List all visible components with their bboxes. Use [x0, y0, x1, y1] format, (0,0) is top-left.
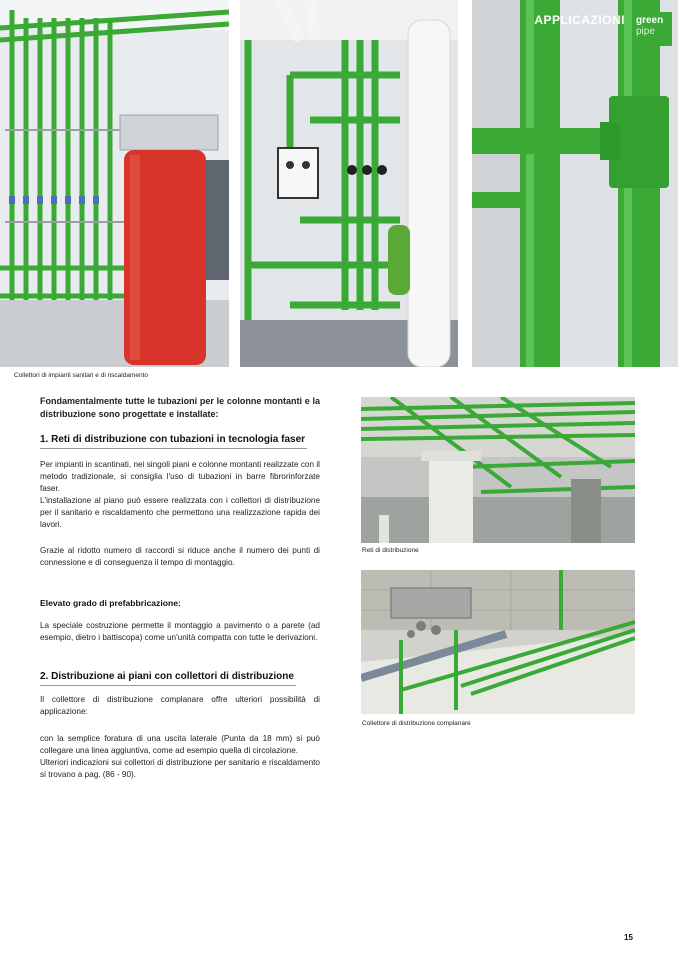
photo-wall-manifold: [240, 0, 458, 367]
photo-coplanar-manifold: [361, 570, 635, 714]
section2-paragraph-3: Ulteriori indicazioni sui collettori di distribuzione per sanitario e riscaldamento si trovano a pag. (86 - 90).: [40, 758, 320, 779]
section1-paragraph-3: Grazie al ridotto numero di raccordi si riduce anche il numero dei punti di connessione e di conseguenza il tempo di montaggio.: [40, 546, 320, 567]
section2-heading: [40, 671, 294, 682]
section1-paragraph-1: Per impianti in scantinati, nei singoli piani e colonne montanti realizzate con il metodo tradizionale, si consiglia l'uso di tubazioni in barre fibrorinforzate faser.: [40, 460, 320, 493]
page-number: 15: [624, 933, 633, 942]
section2-paragraph-1: Il collettore di distribuzione complanare offre ulteriori possibilità di applicazione:: [40, 695, 320, 716]
section1-heading-rule: [40, 448, 307, 449]
prefab-paragraph: La speciale costruzione permette il montaggio a pavimento o a parete (ad esempio, dietro i battiscopa) come un'unità compatta con tutte le derivazioni.: [40, 621, 320, 642]
section1-heading: [40, 434, 305, 445]
brand-logo-line2: pipe: [636, 26, 655, 37]
section-label: APPLICAZIONI: [534, 13, 625, 27]
photo-manifolds-boiler: [0, 0, 229, 367]
caption-distribution-network: Reti di distribuzione: [362, 547, 419, 554]
caption-top-photos: Collettori di impianti sanitari e di riscaldamento: [14, 372, 149, 379]
photo-pipe-tee: [472, 0, 678, 367]
photo-distribution-network: [361, 397, 635, 543]
intro-paragraph: Fondamentalmente tutte le tubazioni per le colonne montanti e la distribuzione sono progettate e installate:: [40, 396, 320, 419]
section1-paragraph-2: L'installazione al piano può essere realizzata con i collettori di distribuzione per il sanitario e riscaldamento che permettono una realizzazione rapida dei lavori.: [40, 496, 320, 529]
prefab-heading: Elevato grado di prefabbricazione:: [40, 598, 181, 608]
section2-heading-text: 2. Distribuzione ai piani con collettori di distribuzione: [40, 671, 294, 682]
section2-heading-rule: [40, 685, 296, 686]
section1-heading-text: 1. Reti di distribuzione con tubazioni in tecnologia faser: [40, 434, 306, 445]
section2-paragraph-2: con la semplice foratura di una uscita laterale (Punta da 18 mm) si può collegare una linea aggiuntiva, come ad esempio quella di circolazione.: [40, 734, 320, 755]
brand-logo: [632, 12, 672, 46]
caption-coplanar-manifold: Collettore di distribuzione complanare: [362, 720, 471, 727]
brand-logo-line1: green: [636, 15, 664, 26]
